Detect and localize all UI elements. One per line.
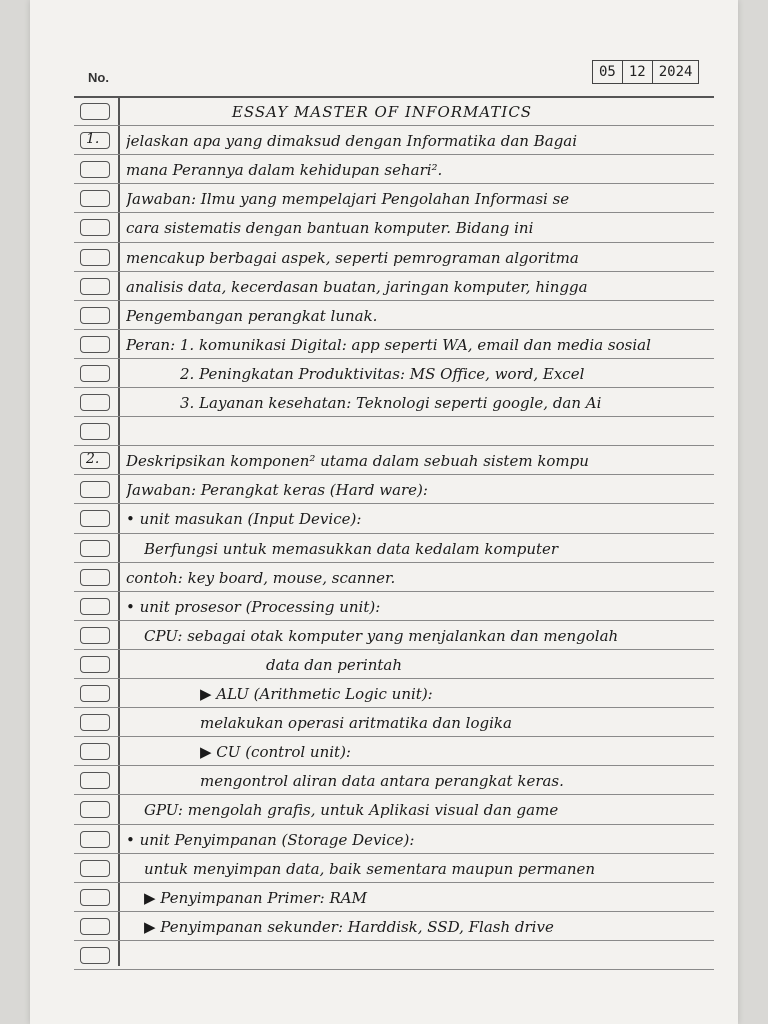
ruled-line (74, 678, 714, 679)
essay-title: ESSAY MASTER OF INFORMATICS (231, 103, 533, 121)
handwritten-line: • unit masukan (Input Device): (126, 510, 362, 529)
question-number: 2. (86, 451, 100, 468)
row-checkbox (80, 103, 110, 120)
handwritten-line: Berfungsi untuk memasukkan data kedalam komputer (144, 539, 559, 558)
handwritten-line: mencakup berbagai aspek, seperti pemrograman algoritma (126, 248, 579, 267)
row-checkbox (80, 423, 110, 440)
row-checkbox (80, 249, 110, 266)
handwritten-line: mengontrol aliran data antara perangkat keras. (200, 772, 564, 791)
row-checkbox (80, 481, 110, 498)
ruled-line (74, 794, 714, 795)
row-checkbox (80, 656, 110, 673)
ruled-line (74, 591, 714, 592)
ruled-line (74, 765, 714, 766)
date-box (592, 60, 699, 84)
ruled-line (74, 562, 714, 563)
handwritten-line: Jawaban: Ilmu yang mempelajari Pengolahan Informasi se (126, 190, 570, 209)
handwritten-line: 2. Peningkatan Produktivitas: MS Office, word, Excel (180, 364, 585, 383)
row-checkbox (80, 161, 110, 178)
ruled-line (74, 358, 714, 359)
row-checkbox (80, 510, 110, 527)
row-checkbox (80, 278, 110, 295)
ruled-line (74, 125, 714, 126)
row-checkbox (80, 598, 110, 615)
ruled-line (74, 271, 714, 272)
ruled-line (74, 649, 714, 650)
handwritten-line: cara sistematis dengan bantuan komputer. Bidang ini (126, 219, 534, 238)
row-checkbox (80, 219, 110, 236)
date-year: 2024 (652, 61, 699, 83)
row-checkbox (80, 685, 110, 702)
ruled-line (74, 183, 714, 184)
row-checkbox (80, 627, 110, 644)
handwritten-line: • unit prosesor (Processing unit): (126, 597, 381, 616)
date-day: 05 (599, 64, 616, 80)
handwritten-line: Pengembangan perangkat lunak. (126, 306, 378, 325)
ruled-line (74, 154, 714, 155)
row-checkbox (80, 918, 110, 935)
ruled-line (74, 707, 714, 708)
handwritten-line: GPU: mengolah grafis, untuk Aplikasi visual dan game (144, 801, 559, 820)
ruled-line (74, 242, 714, 243)
notebook-page (30, 0, 738, 1024)
row-checkbox (80, 831, 110, 848)
row-checkbox (80, 365, 110, 382)
row-checkbox (80, 743, 110, 760)
ruled-line (74, 882, 714, 883)
handwritten-line: Jawaban: Perangkat keras (Hard ware): (126, 481, 428, 500)
page-number-label: No. (88, 70, 109, 85)
handwritten-line: data dan perintah (266, 655, 402, 674)
row-checkbox (80, 860, 110, 877)
handwritten-line: ▶ Penyimpanan Primer: RAM (144, 888, 367, 907)
handwritten-line: ▶ ALU (Arithmetic Logic unit): (200, 685, 433, 703)
ruled-line (74, 329, 714, 330)
handwritten-line: ▶ Penyimpanan sekunder: Harddisk, SSD, Flash drive (144, 917, 554, 936)
ruled-line (74, 474, 714, 475)
ruled-line (74, 387, 714, 388)
row-checkbox (80, 190, 110, 207)
row-checkbox (80, 801, 110, 818)
row-checkbox (80, 394, 110, 411)
ruled-line (74, 736, 714, 737)
handwritten-line: Peran: 1. komunikasi Digital: app seperti WA, email dan media sosial (126, 335, 651, 354)
row-checkbox (80, 772, 110, 789)
ruled-line (74, 300, 714, 301)
handwritten-line: CPU: sebagai otak komputer yang menjalankan dan mengolah (144, 626, 619, 645)
handwritten-line: contoh: key board, mouse, scanner. (126, 568, 396, 587)
handwritten-line: untuk menyimpan data, baik sementara maupun permanen (144, 859, 596, 878)
handwritten-line: jelaskan apa yang dimaksud dengan Informatika dan Bagai (126, 132, 578, 151)
question-number: 1. (86, 131, 100, 148)
ruled-line (74, 445, 714, 446)
row-checkbox (80, 947, 110, 964)
ruled-line (74, 533, 714, 534)
ruled-line (74, 824, 714, 825)
handwritten-line: melakukan operasi aritmatika dan logika (200, 714, 512, 733)
ruled-line (74, 503, 714, 504)
ruled-line (74, 212, 714, 213)
handwritten-line: analisis data, kecerdasan buatan, jaringan komputer, hingga (126, 277, 588, 296)
row-checkbox (80, 336, 110, 353)
row-checkbox (80, 569, 110, 586)
ruled-line (74, 911, 714, 912)
handwritten-line: 3. Layanan kesehatan: Teknologi seperti google, dan Ai (180, 394, 602, 412)
row-checkbox (80, 714, 110, 731)
handwritten-line: ▶ CU (control unit): (200, 743, 351, 762)
top-rule (74, 96, 714, 98)
ruled-line (74, 940, 714, 941)
ruled-line (74, 620, 714, 621)
handwritten-line: Deskripsikan komponen² utama dalam sebuah sistem kompu (126, 452, 589, 471)
handwritten-line: • unit Penyimpanan (Storage Device): (126, 830, 415, 849)
ruled-line (74, 969, 714, 970)
row-checkbox (80, 540, 110, 557)
row-checkbox (80, 889, 110, 906)
margin-line (118, 96, 120, 966)
date-month: 12 (622, 61, 652, 83)
ruled-line (74, 416, 714, 417)
row-checkbox (80, 307, 110, 324)
handwritten-line: mana Perannya dalam kehidupan sehari². (126, 161, 443, 180)
ruled-line (74, 853, 714, 854)
